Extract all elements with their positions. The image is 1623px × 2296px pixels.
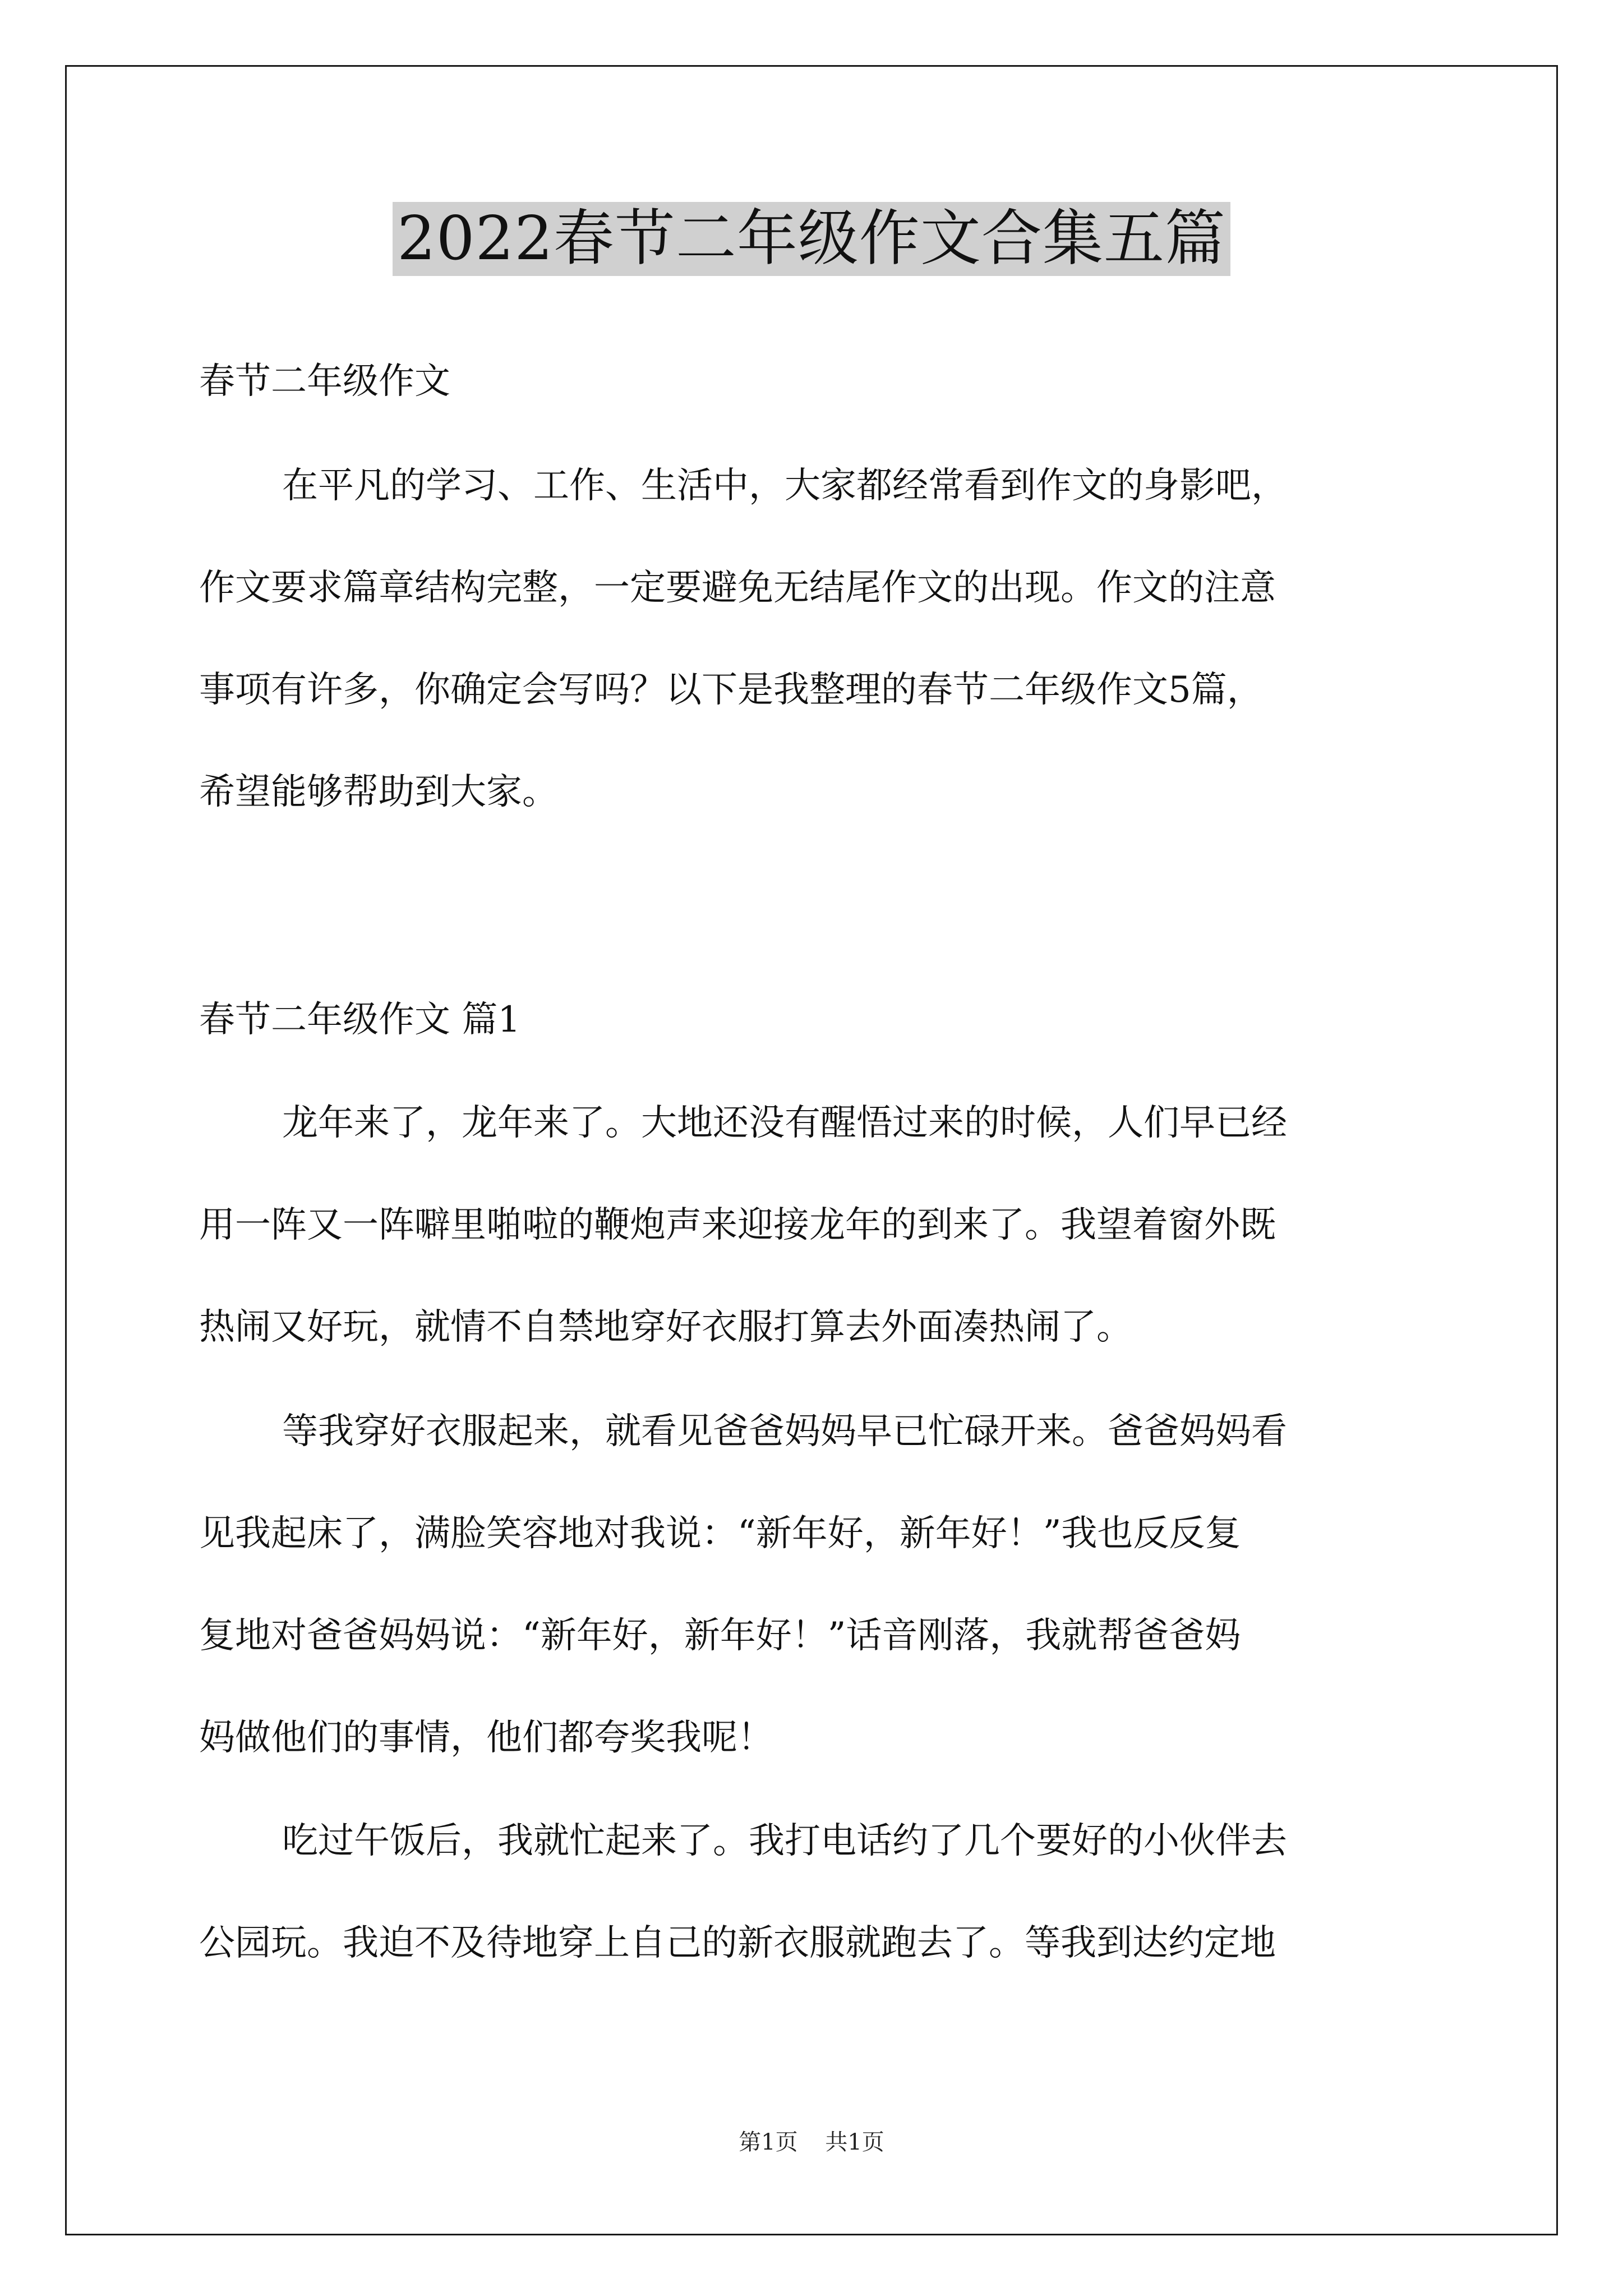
section1-paragraph-1 [199, 1101, 1427, 1407]
paragraph-line: 等我穿好衣服起来，就看见爸爸妈妈早已忙碌开来。爸爸妈妈看 [282, 1411, 1287, 1452]
paragraph-line: 吃过午饭后，我就忙起来了。我打电话约了几个要好的小伙伴去 [282, 1820, 1287, 1862]
page-number: 第1页 [739, 2129, 798, 2155]
paragraph-line: 热闹又好玩，就情不自禁地穿好衣服打算去外面凑热闹了。 [199, 1306, 1132, 1348]
section1-heading: 春节二年级作文 篇1 [199, 999, 521, 1041]
paragraph-line: 龙年来了，龙年来了。大地还没有醒悟过来的时候，人们早已经 [282, 1102, 1287, 1144]
paragraph-line: 希望能够帮助到大家。 [199, 771, 558, 813]
page-total: 共1页 [825, 2129, 884, 2155]
paragraph-line: 公园玩。我迫不及待地穿上自己的新衣服就跑去了。等我到达约定地 [199, 1922, 1276, 1964]
paragraph-line: 用一阵又一阵噼里啪啦的鞭炮声来迎接龙年的到来了。我望着窗外既 [199, 1204, 1276, 1246]
paragraph-line: 在平凡的学习、工作、生活中，大家都经常看到作文的身影吧， [282, 465, 1287, 507]
intro-paragraph [199, 463, 1427, 872]
paragraph-line: 复地对爸爸妈妈说：“新年好，新年好！”话音刚落，我就帮爸爸妈 [199, 1615, 1241, 1657]
paragraph-line: 事项有许多，你确定会写吗？以下是我整理的春节二年级作文5篇， [199, 669, 1263, 711]
intro-heading: 春节二年级作文 [199, 361, 450, 402]
title-wrap [0, 202, 1623, 276]
page-footer [0, 2129, 1623, 2156]
paragraph-line: 妈做他们的事情，他们都夸奖我呢！ [199, 1717, 773, 1759]
section1-paragraph-3 [199, 1819, 1427, 2023]
document-title: 2022春节二年级作文合集五篇 [393, 202, 1230, 276]
section1-paragraph-2 [199, 1409, 1427, 1818]
paragraph-line: 作文要求篇章结构完整，一定要避免无结尾作文的出现。作文的注意 [199, 567, 1276, 609]
paragraph-line: 见我起床了，满脸笑容地对我说：“新年好，新年好！”我也反反复 [199, 1513, 1241, 1554]
